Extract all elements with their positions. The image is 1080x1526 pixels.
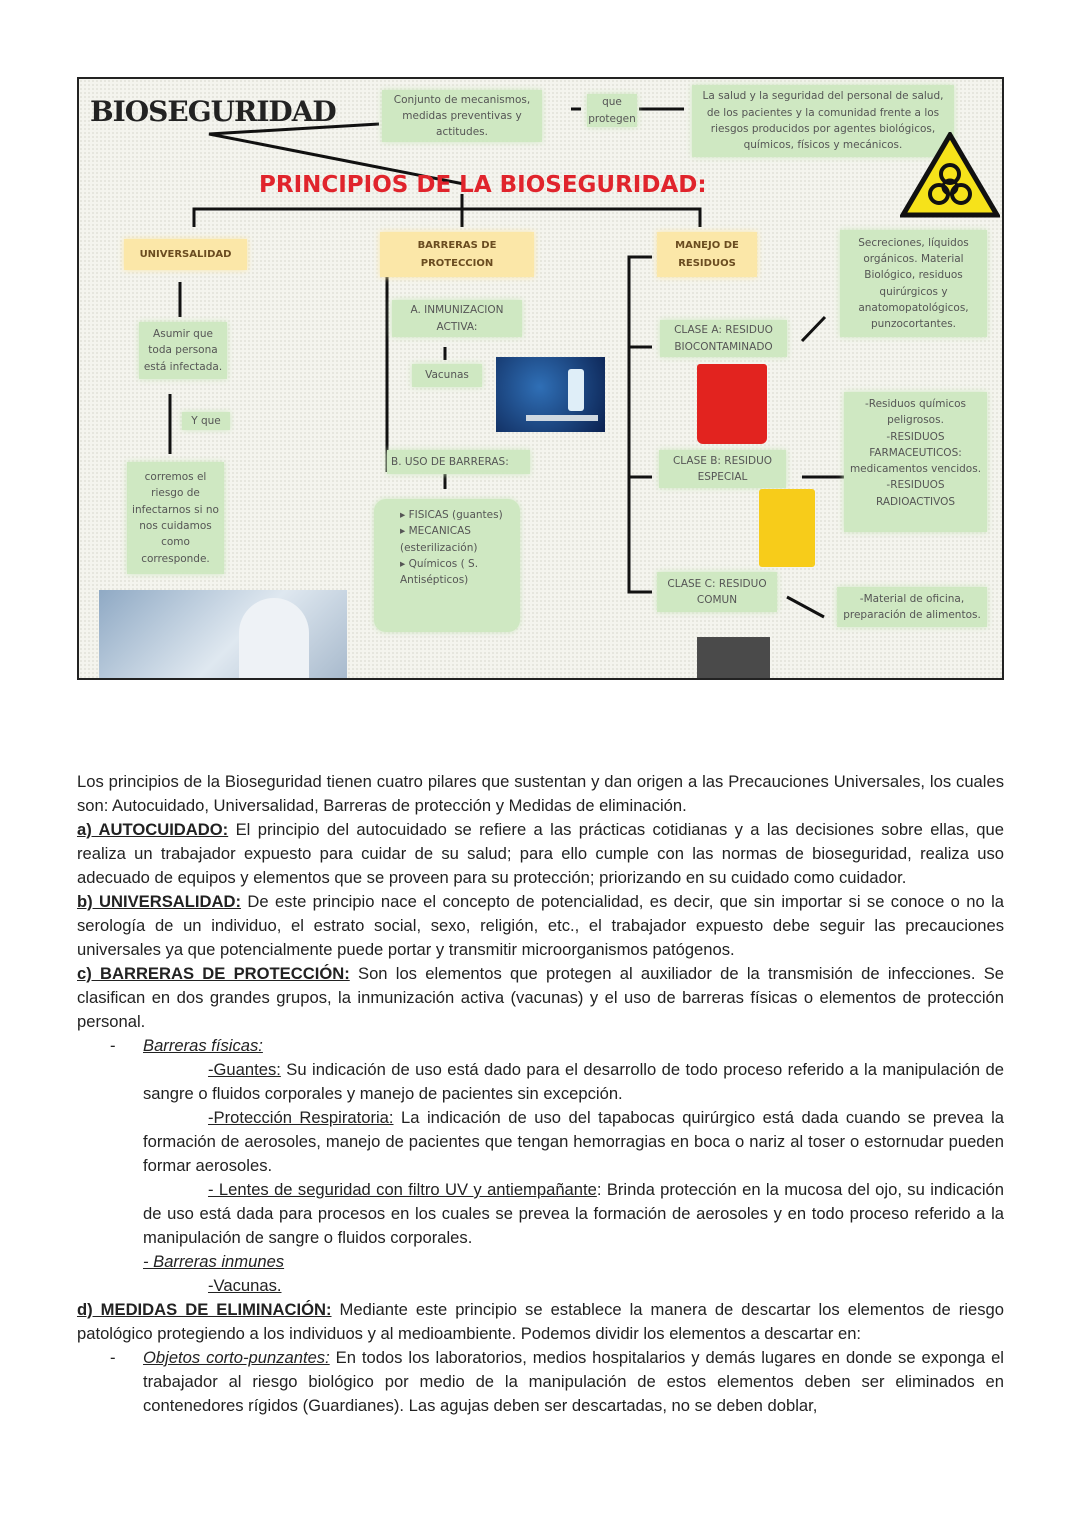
barrier-type: ▸ FISICAS (guantes): [400, 509, 503, 521]
universalidad-box1: Asumir que toda persona está infectada.: [139, 322, 227, 379]
yellow-bin-icon: [759, 489, 815, 567]
autocuidado-paragraph: [77, 818, 1004, 890]
clase-c-desc: -Material de oficina, preparación de alimentos.: [837, 587, 987, 627]
eliminacion-paragraph: [77, 1298, 1004, 1346]
barreras-paragraph: [77, 962, 1004, 1034]
universalidad-paragraph: [77, 890, 1004, 962]
uso-barreras-box: B. USO DE BARRERAS:: [387, 450, 530, 474]
bioseguridad-concept-map: [77, 77, 1004, 680]
clase-b-box: CLASE B: RESIDUO ESPECIAL: [659, 450, 786, 488]
guantes-paragraph: [77, 1058, 1004, 1106]
list-item-objetos: [77, 1346, 1004, 1418]
clase-c-box: CLASE C: RESIDUO COMUN: [657, 572, 777, 612]
barrier-type: ▸ Químicos ( S. Antisépticos): [400, 557, 479, 587]
objetos-text: En todos los laboratorios, medios hospitalarios y demás lugares en donde se exponga el trabajador al riesgo biológico por medio de la manipulación de estos elementos deben ser eliminados en contenedores rígidos (Guardianes). Las agujas deben ser descartadas, no se deben doblar,: [143, 1348, 1004, 1415]
vaccine-image: [496, 357, 605, 432]
universalidad-box2: corremos el riesgo de infectarnos si no nos cuidamos como corresponde.: [127, 462, 224, 574]
clase-b-item: -RESIDUOS FARMACEUTICOS: medicamentos vencidos.: [849, 430, 982, 476]
respiratoria-paragraph: [77, 1106, 1004, 1178]
clase-a-desc: Secreciones, líquidos orgánicos. Material Biológico, residuos quirúrgicos y anatomopatológicos, punzocortantes.: [840, 230, 987, 337]
universalidad-heading: b) UNIVERSALIDAD:: [77, 892, 241, 911]
document-body: [77, 770, 1004, 1418]
list-dash: -: [110, 1348, 116, 1367]
connector-label: que protegen: [587, 94, 637, 127]
principles-title: PRINCIPIOS DE LA BIOSEGURIDAD:: [259, 172, 707, 198]
guantes-text: Su indicación de uso está dado para el desarrollo de todo proceso referido a la manipulación de sangre o fluidos corporales y manejo de pacientes sin excepción.: [143, 1060, 1004, 1103]
list-item-fisicas: [77, 1034, 1004, 1058]
grey-bin-icon: [697, 637, 770, 680]
vacunas-label: -Vacunas.: [208, 1276, 282, 1295]
intro-paragraph: Los principios de la Bioseguridad tienen cuatro pilares que sustentan y dan origen a las Precauciones Universales, los cuales son: Autocuidado, Universalidad, Barreras de protección y Medidas de eliminación.: [77, 772, 1004, 815]
lab-worker-figure: [239, 598, 309, 680]
objetos-label: Objetos corto-punzantes:: [143, 1348, 330, 1367]
clase-b-desc: [844, 392, 987, 532]
vacunas-box: Vacunas: [412, 364, 482, 387]
lentes-text: : Brinda protección en la mucosa del ojo, su indicación de uso está dada para procesos en los cuales se prevea la formación de aerosoles y en todo proceso referido a la manipulación de sangre o fluidos corporales.: [143, 1180, 1004, 1247]
lentes-paragraph: [77, 1178, 1004, 1250]
universalidad-connector: Y que: [182, 412, 230, 430]
autocuidado-text: El principio del autocuidado se refiere a las prácticas cotidianas y a las decisiones sobre ellas, que realiza un trabajador expuesto para cuidar de su salud; para ello cumple con las normas de bioseguridad, realiza uso adecuado de equipos y elementos que se proveen para su protección; priorizando en su cuidado como cuidador.: [77, 820, 1004, 887]
barreras-heading: c) BARRERAS DE PROTECCIÓN:: [77, 964, 350, 983]
definition-box: Conjunto de mecanismos, medidas preventivas y actitudes.: [382, 90, 542, 142]
barreras-text: Son los elementos que protegen al auxiliador de la transmisión de infecciones. Se clasifican en dos grandes grupos, la inmunización activa (vacunas) y el uso de barreras físicas o elementos de protección personal.: [77, 964, 1004, 1031]
list-dash: -: [110, 1036, 116, 1055]
lentes-label: - Lentes de seguridad con filtro UV y antiempañante: [208, 1180, 597, 1199]
protects-box: La salud y la seguridad del personal de salud, de los pacientes y la comunidad frente a los riesgos producidos por agentes biológicos, químicos, físicos y mecánicos.: [692, 85, 954, 157]
red-bin-icon: [697, 364, 767, 444]
inmunes-line: [77, 1250, 1004, 1274]
respiratoria-text: La indicación de uso del tapabocas quirúrgico está dada cuando se prevea la formación de aerosoles, manejo de pacientes que tengan hemorragias en boca o nariz al toser o estornudar pueden formar aerosoles.: [143, 1108, 1004, 1175]
lab-photo: [99, 590, 347, 680]
syringe: [526, 415, 598, 421]
vaccine-vial: [568, 369, 584, 411]
guantes-label: -Guantes:: [208, 1060, 281, 1079]
clase-b-item: -Residuos químicos peligrosos.: [864, 398, 967, 427]
autocuidado-heading: a) AUTOCUIDADO:: [77, 820, 229, 839]
fisicas-label: Barreras físicas:: [143, 1036, 263, 1055]
barrier-types-box: [374, 499, 520, 632]
clase-b-item: -RESIDUOS RADIOACTIVOS: [875, 479, 956, 508]
inmunizacion-box: A. INMUNIZACION ACTIVA:: [392, 300, 522, 337]
residuos-box: MANEJO DE RESIDUOS: [657, 232, 757, 277]
barreras-box: BARRERAS DE PROTECCION: [380, 232, 534, 277]
vacunas-line: [77, 1274, 1004, 1298]
universalidad-box: UNIVERSALIDAD: [124, 239, 247, 270]
barrier-type: ▸ MECANICAS (esterilización): [400, 525, 478, 554]
universalidad-text: De este principio nace el concepto de potencialidad, es decir, que sin importar si se conoce o no la serología de un individuo, el estrato social, sexo, religión, etc., el trabajador expuesto debe seguir las precauciones universales ya que potencialmente puede portar y transmitir microorganismos patógenos.: [77, 892, 1004, 959]
eliminacion-text: Mediante este principio se establece la manera de descartar los elementos de riesgo patológico protegiendo a los individuos y al medioambiente. Podemos dividir los elementos a descartar en:: [77, 1300, 1004, 1343]
eliminacion-heading: d) MEDIDAS DE ELIMINACIÓN:: [77, 1300, 332, 1319]
clase-a-box: CLASE A: RESIDUO BIOCONTAMINADO: [660, 320, 787, 357]
biohazard-icon: [900, 132, 1000, 218]
inmunes-label: - Barreras inmunes: [143, 1252, 285, 1271]
map-title: BIOSEGURIDAD: [90, 95, 336, 128]
respiratoria-label: -Protección Respiratoria:: [208, 1108, 394, 1127]
